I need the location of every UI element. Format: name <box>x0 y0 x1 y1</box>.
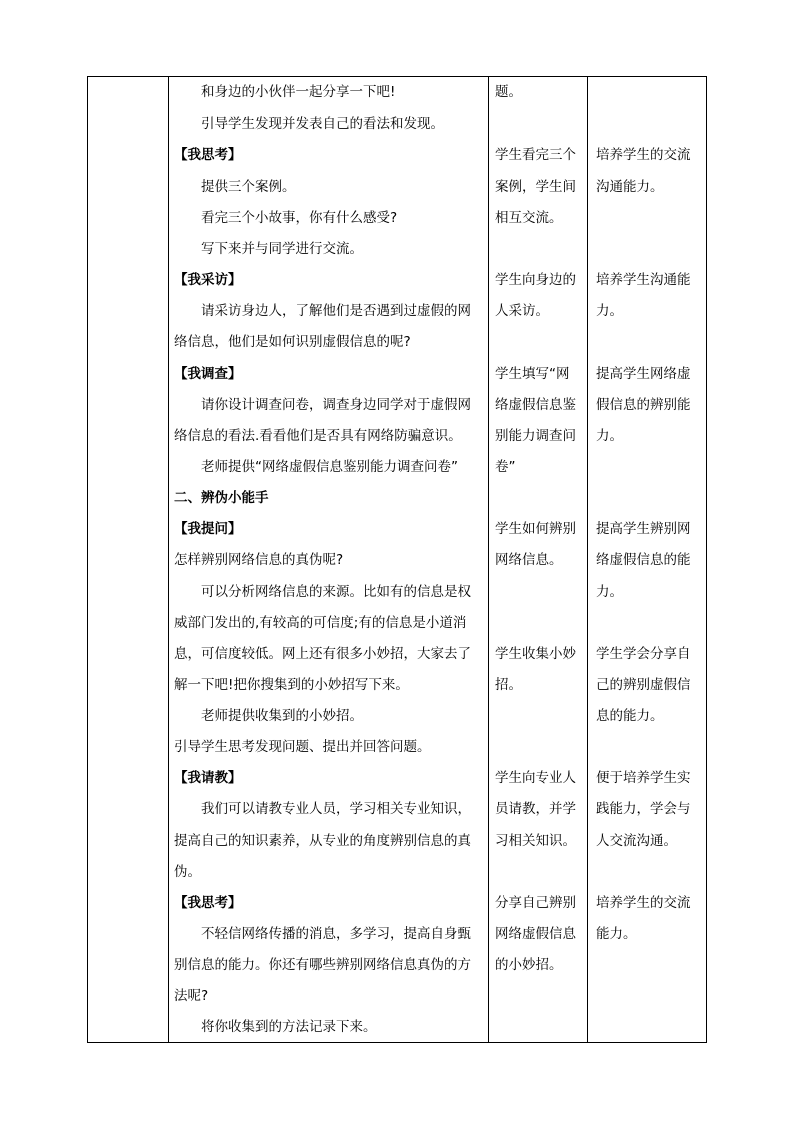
activity-line: 网络信息。 <box>495 552 563 568</box>
intent-line: 假信息的辨别能 <box>596 397 691 413</box>
content-line: 我们可以请教专业人员，学习相关专业知识， <box>201 801 471 817</box>
activity-line: 题。 <box>495 84 522 100</box>
content-line: 请你设计调查问卷，调查身边同学对于虚假网 <box>201 397 471 413</box>
content-line: 不轻信网络传播的消息，多学习，提高自身甄 <box>201 926 471 942</box>
activity-line: 学生如何辨别 <box>495 521 576 537</box>
intent-line: 提高学生网络虚 <box>596 366 691 382</box>
intent-line: 络虚假信息的能 <box>596 552 691 568</box>
content-line: 老师提供“网络虚假信息鉴别能力调查问卷” <box>201 459 458 475</box>
content-line: 和身边的小伙伴一起分享一下吧! <box>201 84 396 100</box>
intent-line: 能力。 <box>596 926 637 942</box>
section-heading: 【我请教】 <box>174 770 242 786</box>
content-line: 怎样辨别网络信息的真伪呢? <box>174 552 344 568</box>
intent-line: 学生学会分享自 <box>596 646 691 662</box>
activity-line: 学生填写“网 <box>495 366 570 382</box>
table-right-border <box>706 76 707 1043</box>
intent-line: 培养学生的交流 <box>596 147 691 163</box>
activity-line: 学生收集小妙 <box>495 646 576 662</box>
content-line: 提高自己的知识素养，从专业的角度辨别信息的真 <box>174 833 471 849</box>
intent-line: 培养学生的交流 <box>596 895 691 911</box>
intent-line: 力。 <box>596 584 623 600</box>
section-heading: 【我调查】 <box>174 366 242 382</box>
content-line: 看完三个小故事，你有什么感受? <box>201 210 398 226</box>
intent-line: 沟通能力。 <box>596 179 664 195</box>
content-line: 络信息，他们是如何识别虚假信息的呢? <box>174 334 411 350</box>
content-line: 将你收集到的方法记录下来。 <box>201 1019 377 1035</box>
section-heading: 【我采访】 <box>174 272 242 288</box>
activity-line: 学生向身边的 <box>495 272 576 288</box>
intent-line: 践能力，学会与 <box>596 801 691 817</box>
section-heading: 【我思考】 <box>174 147 242 163</box>
content-line: 引导学生发现并发表自己的看法和发现。 <box>201 116 444 132</box>
intent-line: 力。 <box>596 303 623 319</box>
content-line: 写下来并与同学进行交流。 <box>201 241 363 257</box>
content-line: 请采访身边人，了解他们是否遇到过虚假的网 <box>201 303 471 319</box>
intent-line: 人交流沟通。 <box>596 833 677 849</box>
intent-line: 息的能力。 <box>596 708 664 724</box>
activity-line: 卷” <box>495 459 516 475</box>
design-intent-column <box>588 76 706 1043</box>
intent-line: 便于培养学生实 <box>596 770 691 786</box>
content-line: 伪。 <box>174 864 201 880</box>
content-line: 可以分析网络信息的来源。比如有的信息是权 <box>201 584 471 600</box>
activity-line: 员请教，并学 <box>495 801 576 817</box>
activity-line: 络虚假信息鉴 <box>495 397 576 413</box>
content-line: 提供三个案例。 <box>201 179 296 195</box>
content-line: 引导学生思考发现问题、提出并回答问题。 <box>174 739 431 755</box>
intent-line: 提高学生辨别网 <box>596 521 691 537</box>
activity-line: 的小妙招。 <box>495 957 563 973</box>
teaching-content-column <box>169 76 488 1043</box>
content-line: 解一下吧!把你搜集到的小妙招写下来。 <box>174 677 409 693</box>
activity-line: 学生向专业人 <box>495 770 576 786</box>
student-activity-column <box>489 76 587 1043</box>
intent-line: 培养学生沟通能 <box>596 272 691 288</box>
section-heading: 【我提问】 <box>174 521 242 537</box>
section-title: 二、辨伪小能手 <box>174 490 269 506</box>
content-line: 络信息的看法.看看他们是否具有网络防骗意识。 <box>174 428 462 444</box>
activity-line: 网络虚假信息 <box>495 926 576 942</box>
content-line: 别信息的能力。你还有哪些辨别网络信息真伪的方 <box>174 957 471 973</box>
section-heading: 【我思考】 <box>174 895 242 911</box>
intent-line: 力。 <box>596 428 623 444</box>
intent-line: 己的辨别虚假信 <box>596 677 691 693</box>
activity-line: 相互交流。 <box>495 210 563 226</box>
content-line: 息，可信度较低。网上还有很多小妙招，大家去了 <box>174 646 471 662</box>
activity-line: 人采访。 <box>495 303 549 319</box>
activity-line: 别能力调查问 <box>495 428 576 444</box>
content-line: 法呢? <box>174 988 209 1004</box>
activity-line: 学生看完三个 <box>495 147 576 163</box>
activity-line: 习相关知识。 <box>495 833 576 849</box>
lesson-plan-table <box>87 76 707 1043</box>
activity-line: 分享自己辨别 <box>495 895 576 911</box>
content-line: 老师提供收集到的小妙招。 <box>201 708 363 724</box>
activity-line: 招。 <box>495 677 522 693</box>
activity-line: 案例，学生间 <box>495 179 576 195</box>
content-line: 威部门发出的,有较高的可信度;有的信息是小道消 <box>174 615 467 631</box>
phase-column-cell <box>88 76 168 1043</box>
